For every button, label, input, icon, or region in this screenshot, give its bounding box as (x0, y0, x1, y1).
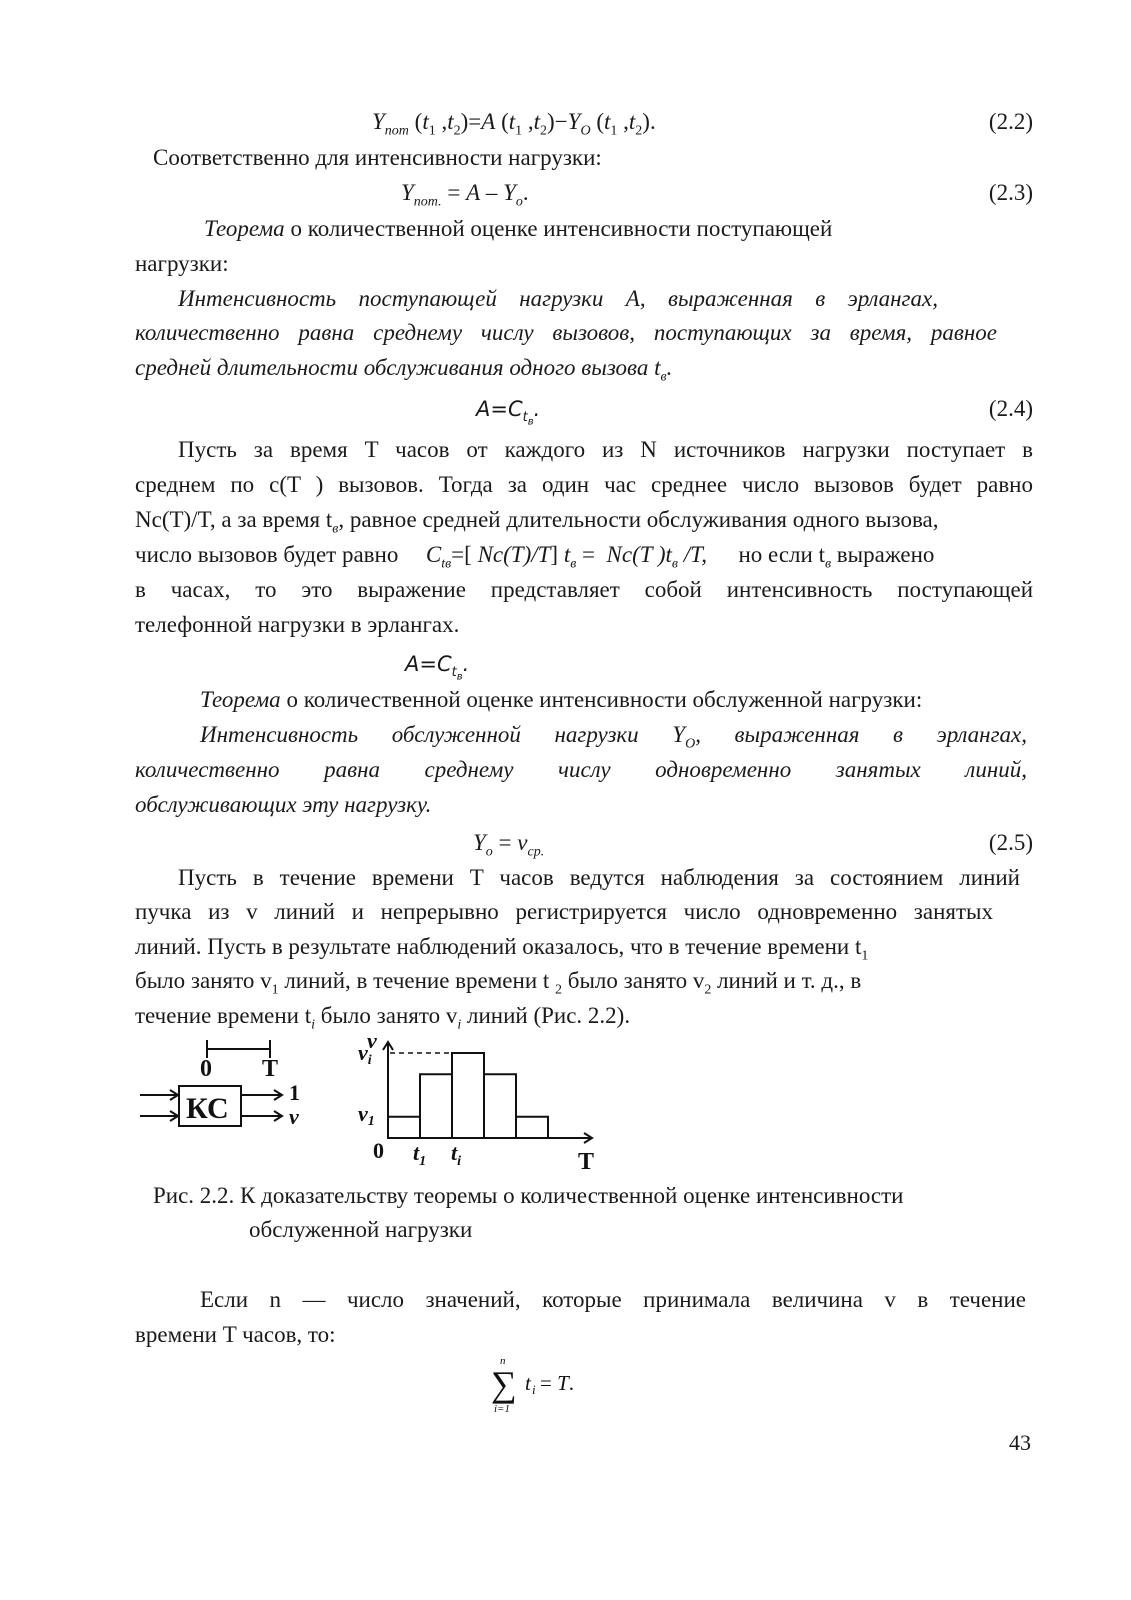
svg-text:t: t (525, 1371, 531, 1395)
svg-text:i=1: i=1 (494, 1403, 510, 1415)
x-axis-label: T (578, 1149, 595, 1175)
histogram-bar-5 (516, 1117, 548, 1138)
text-line (204, 215, 832, 243)
histogram-bar-1 (388, 1117, 420, 1138)
eq-number-2-5: (2.5) (988, 830, 1033, 855)
text-line: телефонной нагрузки в эрлангах. (135, 612, 460, 637)
text-line: пучка из v линий и непрерывно регистрируется число одновременно занятых (135, 899, 993, 924)
text-fragment: линий. Пусть в результате наблюдений оказалось, что в течение времени t (135, 934, 862, 959)
text-fragment: число вызовов будет равно (135, 542, 399, 567)
svg-text:n: n (500, 1355, 506, 1367)
text-line: времени T часов, то: (135, 1322, 336, 1347)
time-start-label: 0 (200, 1056, 212, 1082)
figure-2-2 (0, 1036, 1131, 1176)
block-label: КС (186, 1092, 229, 1125)
output-label-v: v (289, 1104, 299, 1129)
histogram-bars (388, 1053, 548, 1138)
origin-label: 0 (373, 1138, 384, 1163)
ytick-v1: v1 (358, 1101, 375, 1129)
text-line: линий. Пусть в результате наблюдений оказалось, что в течение времени $t_1$ (135, 934, 869, 964)
text-line: Если n — число значений, которые принимала величина v в течение (200, 1287, 1026, 1312)
text-line: в часах, то это выражение представляет собой интенсивность поступающей (135, 577, 1033, 602)
theorem-statement-line: Интенсивность поступающей нагрузки A, выраженная в эрлангах, (178, 286, 938, 311)
page-number: 43 (1009, 1430, 1031, 1455)
text-fragment: было занято v (135, 968, 272, 993)
figure-caption-line-1: Рис. 2.2. К доказательству теоремы о количественной оценке интенсивности (153, 1183, 904, 1208)
text-fragment: линий (Рис. 2.2). (466, 1003, 631, 1028)
text-line: Nc(T)/T, а за время $t_в$, равное средней длительности обслуживания одного вызова, (135, 507, 939, 537)
text-line: Пусть в течение времени T часов ведутся наблюдения за состоянием линий (178, 865, 1020, 890)
formula-2-2: $Y_{пот}$ ($t_1$ $,t_2)=A$ ($t_1$ $,t_2)-Y_O$ ($t_1$ $,t_2$). (372, 109, 656, 139)
text-fragment: но если t (738, 542, 825, 567)
eq-number-2-3: (2.3) (988, 180, 1033, 205)
figure-caption-line-2: обслуженной нагрузки (249, 1217, 473, 1242)
eq-number-2-2: (2.2) (988, 109, 1033, 134)
time-end-label: T (262, 1056, 279, 1082)
xtick-t1: $t_1$ (413, 1140, 427, 1169)
text-fragment: линий и т. д., в (717, 968, 862, 993)
text-fragment: течение времени t (135, 1003, 312, 1028)
histogram-bar-3 (452, 1053, 484, 1138)
theorem-statement-line: средней длительности обслуживания одного вызова $t_в$. (135, 355, 673, 385)
text-line: течение времени $t_i$ было занято $v_i$ линий (Рис. 2.2). (135, 1003, 631, 1033)
text-fragment: было занято v (567, 968, 705, 993)
xtick-ti: $t_i$ (451, 1140, 462, 1169)
histogram-bar-4 (484, 1074, 516, 1138)
text-fragment: выражено (836, 542, 935, 567)
text-line: было занято $v_1$ линий, в течение времени t $_2$ было занято $v_2$ линий и т. д., в (135, 968, 862, 998)
theorem-word: Теорема (200, 687, 281, 712)
svg-text:= T.: = T. (540, 1371, 575, 1395)
theorem-statement-line: Интенсивность обслуженной нагрузки $Y_O$, выраженная в эрлангах, (200, 722, 1027, 752)
text-fragment: , выраженная в эрлангах, (695, 722, 1027, 747)
theorem-statement-line: обслуживающих эту нагрузку. (135, 792, 432, 817)
text-line: Соответственно для интенсивности нагрузки: (153, 145, 602, 170)
text-fragment: о количественной оценке интенсивности поступающей (290, 216, 833, 241)
text-fragment: средней длительности обслуживания одного вызова t (135, 355, 661, 380)
text-fragment: Nc(T)/T, а за время t (135, 507, 333, 532)
formula-2-4-repeat: $A=C_{t_в}$. (405, 652, 470, 683)
svg-text:∑: ∑ (491, 1364, 517, 1404)
text-fragment: о количественной оценке интенсивности обслуженной нагрузки: (286, 687, 923, 712)
text-fragment: было занято v (320, 1003, 458, 1028)
ytick-vi: vi (358, 1040, 372, 1068)
histogram-bar-2 (420, 1074, 452, 1138)
formula-2-3: $Y_{пот.} = A - Y_o$. (401, 180, 529, 210)
text-line: среднем по c(T ) вызовов. Тогда за один час среднее число вызовов будет равно (135, 472, 1033, 497)
text-line: нагрузки: (135, 251, 229, 276)
formula-2-4: $A=C_{t_в}$. (476, 397, 541, 428)
output-label-1: 1 (289, 1080, 300, 1105)
text-fragment: , равное средней длительности обслуживания одного вызова, (338, 507, 939, 532)
y-axis-label: v (367, 1036, 377, 1053)
svg-text:i: i (532, 1382, 536, 1397)
text-line: Пусть за время T часов от каждого из N источников нагрузки поступает в (178, 437, 1033, 462)
formula-2-5: $Y_o = v_{ср.}$ (473, 830, 545, 860)
theorem-statement-line: количественно равна среднему числу одновременно занятых линий, (135, 757, 1027, 782)
theorem-statement-line: количественно равна среднему числу вызовов, поступающих за время, равное (135, 320, 997, 345)
text-fragment: линий, в течение времени t (284, 968, 550, 993)
text-line: число вызовов будет равно $C_{tв}=$[ Nc(T)/T] $t_в = Nc(T$ )$t_в$ /T, но если $t_в$ выражено (135, 542, 935, 572)
eq-number-2-4: (2.4) (988, 396, 1033, 421)
theorem-word: Теорема (204, 216, 285, 241)
text-fragment: Интенсивность обслуженной нагрузки Y (200, 722, 686, 747)
summation-formula (485, 1352, 605, 1422)
text-line (200, 686, 922, 714)
